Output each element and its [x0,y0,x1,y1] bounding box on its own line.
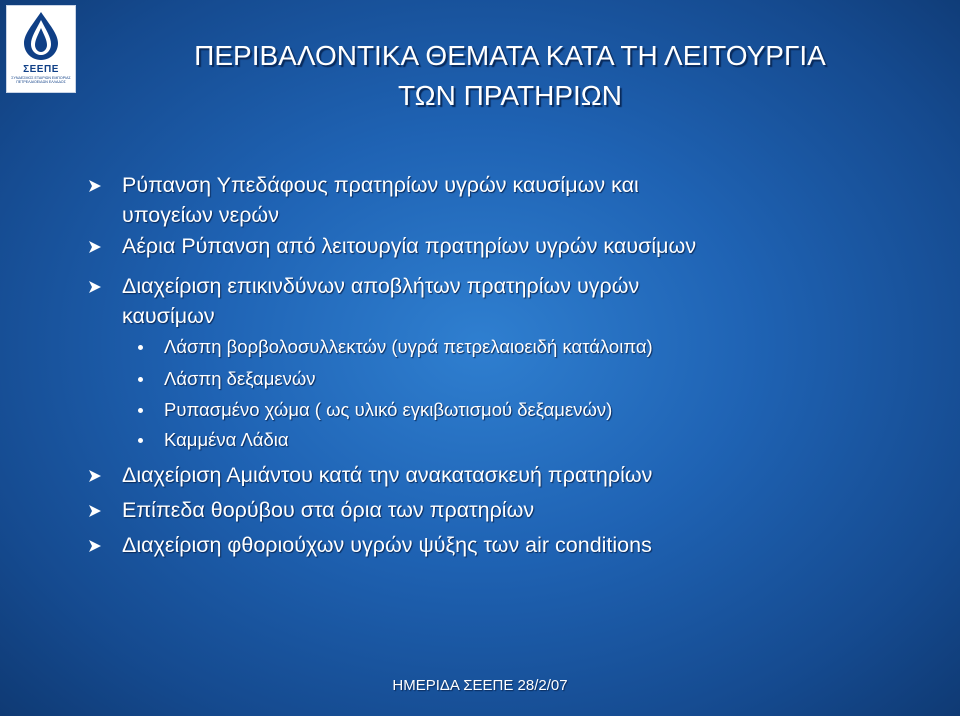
arrow-bullet-icon [88,469,102,483]
list-item [122,271,639,331]
arrow-bullet-icon [88,504,102,518]
list-item [122,170,639,230]
list-item [164,365,316,393]
logo [6,5,76,93]
list-item-line: Λάσπη βορβολοσυλλεκτών (υγρά πετρελαιοειδή κατάλοιπα) [164,336,653,357]
logo-subtitle: ΣΥΝΔΕΣΜΟΣ ΕΤΑΙΡΙΩΝ ΕΜΠΟΡΙΑΣ ΠΕΤΡΕΛΑΙΟΕΙΔΩΝ ΕΛΛΑΔΟΣ [11,76,71,85]
list-item-line: Λάσπη δεξαμενών [164,368,316,389]
arrow-bullet-icon [88,179,102,193]
list-item [164,396,612,424]
list-item [164,426,289,454]
slide-title-line-2: ΤΩΝ ΠΡΑΤΗΡΙΩΝ [398,80,622,111]
dot-bullet-icon [138,438,143,443]
list-item [122,460,652,490]
dot-bullet-icon [138,408,143,413]
list-item-line: Διαχείριση επικινδύνων αποβλήτων πρατηρίων υγρών [122,274,640,298]
oil-drop-logo-icon [18,10,64,62]
list-item-line: Ρύπανση Υπεδάφους πρατηρίων υγρών καυσίμων και [122,173,639,197]
list-item-line: Αέρια Ρύπανση από λειτουργία πρατηρίων υγρών καυσίμων [122,234,697,258]
slide-title-line-1: ΠΕΡΙΒΑΛΟΝΤΙΚΑ ΘΕΜΑΤΑ ΚΑΤΑ ΤΗ ΛΕΙΤΟΥΡΓΙΑ [194,40,826,71]
list-item-line: Καμμένα Λάδια [164,429,289,450]
dot-bullet-icon [138,345,143,350]
list-item-line: Ρυπασμένο χώμα ( ως υλικό εγκιβωτισμού δεξαμενών) [164,399,613,420]
dot-bullet-icon [138,377,143,382]
list-item [122,231,696,261]
slide-footer: ΗΜΕΡΙΔΑ ΣΕΕΠΕ 28/2/07 [392,677,568,694]
list-item-line: υπογείων νερών [122,203,279,227]
list-item [164,333,653,361]
list-item-line: Επίπεδα θορύβου στα όρια των πρατηρίων [122,498,535,522]
arrow-bullet-icon [88,240,102,254]
list-item-line: Διαχείριση Αμιάντου κατά την ανακατασκευή πρατηρίων [122,463,653,487]
list-item [122,530,652,560]
list-item-line: καυσίμων [122,304,215,328]
logo-acronym: ΣΕΕΠΕ [23,64,59,75]
list-item-line: Διαχείριση φθοριούχων υγρών ψύξης των air conditions [122,533,652,557]
arrow-bullet-icon [88,280,102,294]
slide-title [80,36,940,116]
list-item [122,495,534,525]
arrow-bullet-icon [88,539,102,553]
